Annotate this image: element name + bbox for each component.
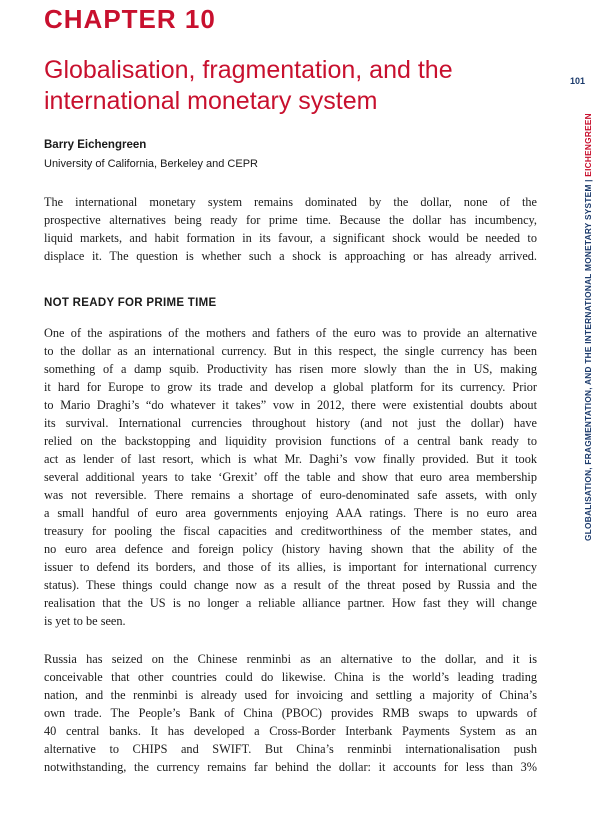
text-line: something of a damp squib. Productivity has risen more slowly than the in US, making: [44, 362, 537, 376]
chapter-title-line: international monetary system: [44, 87, 378, 115]
body-paragraph-1: [44, 324, 537, 630]
text-line: Russia has seized on the Chinese renminbi as an alternative to the dollar, and it is: [44, 652, 537, 666]
text-line: conceivable that other countries could do likewise. China is the world’s leading trading: [44, 670, 537, 684]
text-line: it hard for Europe to grow its trade and develop a global platform for its currency. Prior: [44, 380, 537, 394]
text-line: nation, and the renminbi is already used for invoicing and settling a majority of China’s: [44, 688, 537, 702]
text-line: a small handful of euro area governments enjoying AAA ratings. There is no euro area: [44, 506, 537, 520]
text-line: its survival. International currencies throughout history (and not just the dollar) have: [44, 416, 537, 430]
running-title: GLOBALISATION, FRAGMENTATION, AND THE INTERNATIONAL MONETARY SYSTEM: [583, 184, 593, 541]
running-separator: |: [583, 176, 593, 185]
page-number: 101: [570, 76, 586, 86]
body-paragraph-2: [44, 650, 537, 776]
author-name: Barry Eichengreen: [44, 139, 147, 151]
text-line: issuer to defend its borders, and those of its allies, is important for international currency: [44, 560, 537, 574]
text-line: treasury for pooling the fiscal capacities and creditworthiness of the member states, and: [44, 524, 537, 538]
text-line: displace it. The question is whether such a shock is approaching or has already arrived.: [44, 249, 537, 263]
text-line: to Mario Draghi’s “do whatever it takes” vow in 2012, there were existential doubts about: [44, 398, 537, 412]
chapter-title-line: Globalisation, fragmentation, and the: [44, 56, 453, 84]
text-line: to the dollar as an international currency. But in this respect, the single currency has been: [44, 344, 537, 358]
running-header-vertical: [583, 113, 593, 618]
text-line: prospective alternatives being ready for prime time. Because the dollar has incumbency,: [44, 213, 537, 227]
text-line: 40 central banks. It has developed a Cross-Border Interbank Payments System as an: [44, 724, 537, 738]
text-line: own trade. The People’s Bank of China (PBOC) provides RMB swaps to upwards of: [44, 706, 537, 720]
text-line: several additional years to take ‘Grexit’ off the table and show that euro area membership: [44, 470, 537, 484]
text-line: The international monetary system remains dominated by the dollar, none of the: [44, 195, 537, 209]
intro-paragraph: [44, 193, 537, 265]
chapter-label: CHAPTER 10: [44, 4, 216, 34]
section-heading: NOT READY FOR PRIME TIME: [44, 297, 217, 309]
text-line: notwithstanding, the currency remains far behind the dollar: it accounts for less than 3%: [44, 760, 537, 774]
text-line: status). These things could change now as a result of the threat posed by Russia and the: [44, 578, 537, 592]
text-line: is yet to be seen.: [44, 614, 126, 628]
text-line: alternative to CHIPS and SWIFT. But China’s renminbi internationalisation push: [44, 742, 537, 756]
running-author: EICHENGREEN: [583, 113, 593, 177]
text-line: relied on the backstopping and liquidity provision functions of a central bank ready to: [44, 434, 537, 448]
text-line: liquid markets, and habit formation in its favour, a significant shock would be needed to: [44, 231, 537, 245]
text-line: was not reversible. There remains a shortage of euro-denominated safe assets, with only: [44, 488, 537, 502]
text-line: no euro area defence and foreign policy (history having shown that the ability of the: [44, 542, 537, 556]
chapter-title: [44, 55, 544, 117]
author-affiliation: University of California, Berkeley and CEPR: [44, 158, 258, 170]
text-line: act as lender of last resort, which is what Mr. Daghi’s vow finally provided. But it took: [44, 452, 537, 466]
text-line: realisation that the US is no longer a reliable alliance partner. How fast they will change: [44, 596, 537, 610]
text-line: One of the aspirations of the mothers and fathers of the euro was to provide an alternative: [44, 326, 537, 340]
